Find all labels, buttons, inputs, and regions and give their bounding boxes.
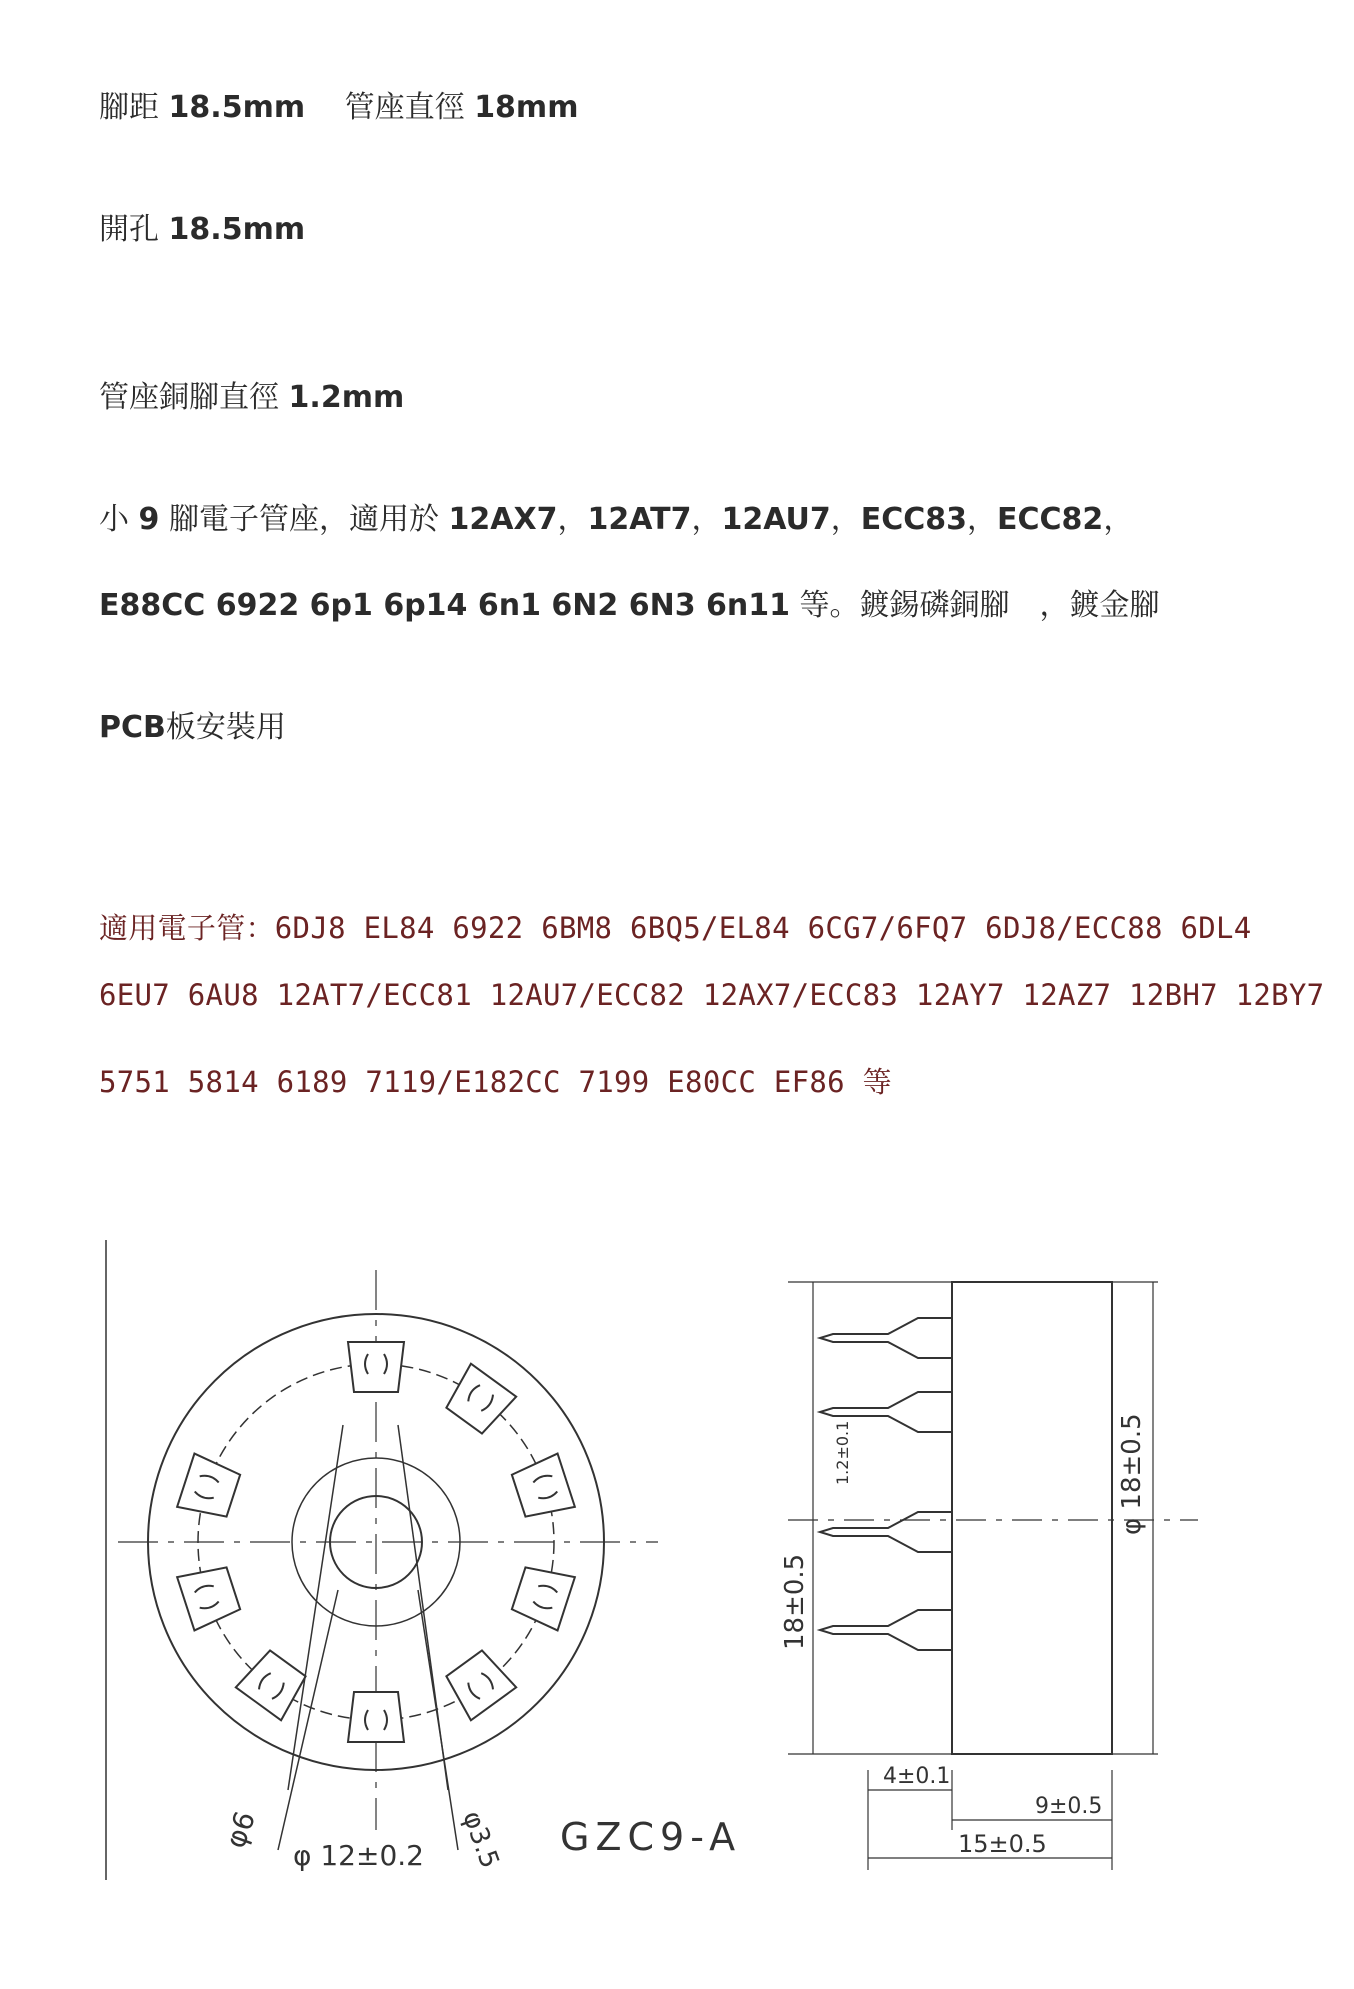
- pin-slot: [442, 1647, 517, 1720]
- description-line-2: [99, 580, 1160, 624]
- pin-slot: [177, 1562, 242, 1631]
- height-dimension: 18±0.5: [780, 1553, 810, 1650]
- description-fragment: 12AU7: [721, 502, 831, 537]
- hole-line: [99, 204, 305, 248]
- pin-pitch-value: 18.5mm: [168, 90, 306, 125]
- side-pin: [820, 1512, 952, 1552]
- model-label: GZC9-A: [560, 1815, 742, 1859]
- pin-slot: [510, 1562, 575, 1631]
- socket-diameter-label: 管座直徑: [344, 90, 465, 125]
- side-pin: [820, 1318, 952, 1358]
- description-fragment: ，: [557, 502, 588, 537]
- tube-list-line-2: 6EU7 6AU8 12AT7/ECC81 12AU7/ECC82 12AX7/ECC83 12AY7 12AZ7 12BH7 12BY7: [99, 978, 1325, 1012]
- description-fragment: ECC82: [997, 502, 1104, 537]
- pin-diameter-label: 管座銅腳直徑: [99, 380, 279, 415]
- pcb-label: PCB: [99, 710, 166, 745]
- description-fragment: ECC83: [860, 502, 968, 537]
- body-dimension: 9±0.5: [1035, 1794, 1103, 1819]
- side-view: [788, 1282, 1198, 1870]
- pcb-mount-text: 板安裝用: [165, 710, 286, 745]
- pin-slot: [236, 1647, 311, 1720]
- pin-slot: [348, 1342, 404, 1392]
- tube-list-line-3: 5751 5814 6189 7119/E182CC 7199 E80CC EF86 等: [99, 1065, 892, 1099]
- description-fragment: ，: [967, 502, 998, 537]
- tube-list-line-1: 適用電子管：6DJ8 EL84 6922 6BM8 6BQ5/EL84 6CG7/6FQ7 6DJ8/ECC88 6DL4: [99, 911, 1252, 945]
- pin-slot: [442, 1364, 517, 1437]
- description-fragment: ，: [830, 502, 861, 537]
- pin-slot: [348, 1692, 404, 1742]
- description-fragment: 小: [99, 502, 139, 537]
- pin-pitch-line: [99, 82, 578, 126]
- socket-diameter-value: 18mm: [474, 90, 579, 125]
- description-fragment: ，: [691, 502, 722, 537]
- description-line-3: [99, 702, 286, 746]
- description-fragment: E88CC 6922 6p1 6p14 6n1 6N2 6N3 6n11: [99, 588, 790, 623]
- description-fragment: 9: [138, 502, 160, 537]
- description-fragment: 腳電子管座，適用於: [159, 502, 449, 537]
- pin-diameter-line: [99, 372, 404, 416]
- pin-length-dimension: 4±0.1: [883, 1764, 951, 1789]
- pin-width-dimension: 1.2±0.1: [833, 1420, 852, 1485]
- hole-value: 18.5mm: [168, 212, 306, 247]
- description-fragment: 12AX7: [448, 502, 558, 537]
- pin-slot: [510, 1454, 575, 1523]
- center-hole-dimension: φ6: [218, 1806, 262, 1853]
- description-fragment: ，: [1103, 502, 1134, 537]
- pin-hole-dimension: φ3.5: [456, 1807, 505, 1873]
- pin-pitch-label: 腳距: [99, 90, 159, 125]
- description-fragment: 12AT7: [587, 502, 692, 537]
- description-line-1: [99, 494, 1133, 538]
- pin-slot: [177, 1454, 242, 1523]
- diameter-dimension: φ 18±0.5: [1117, 1413, 1147, 1535]
- hole-label: 開孔: [99, 212, 159, 247]
- side-pin: [820, 1610, 952, 1650]
- socket-technical-drawing: [98, 1230, 1238, 1890]
- total-length-dimension: 15±0.5: [958, 1830, 1047, 1858]
- description-fragment: 等。鍍錫磷銅腳 ，鍍金腳: [790, 588, 1160, 623]
- pin-circle-dimension: φ 12±0.2: [293, 1839, 424, 1872]
- pin-diameter-value: 1.2mm: [288, 380, 405, 415]
